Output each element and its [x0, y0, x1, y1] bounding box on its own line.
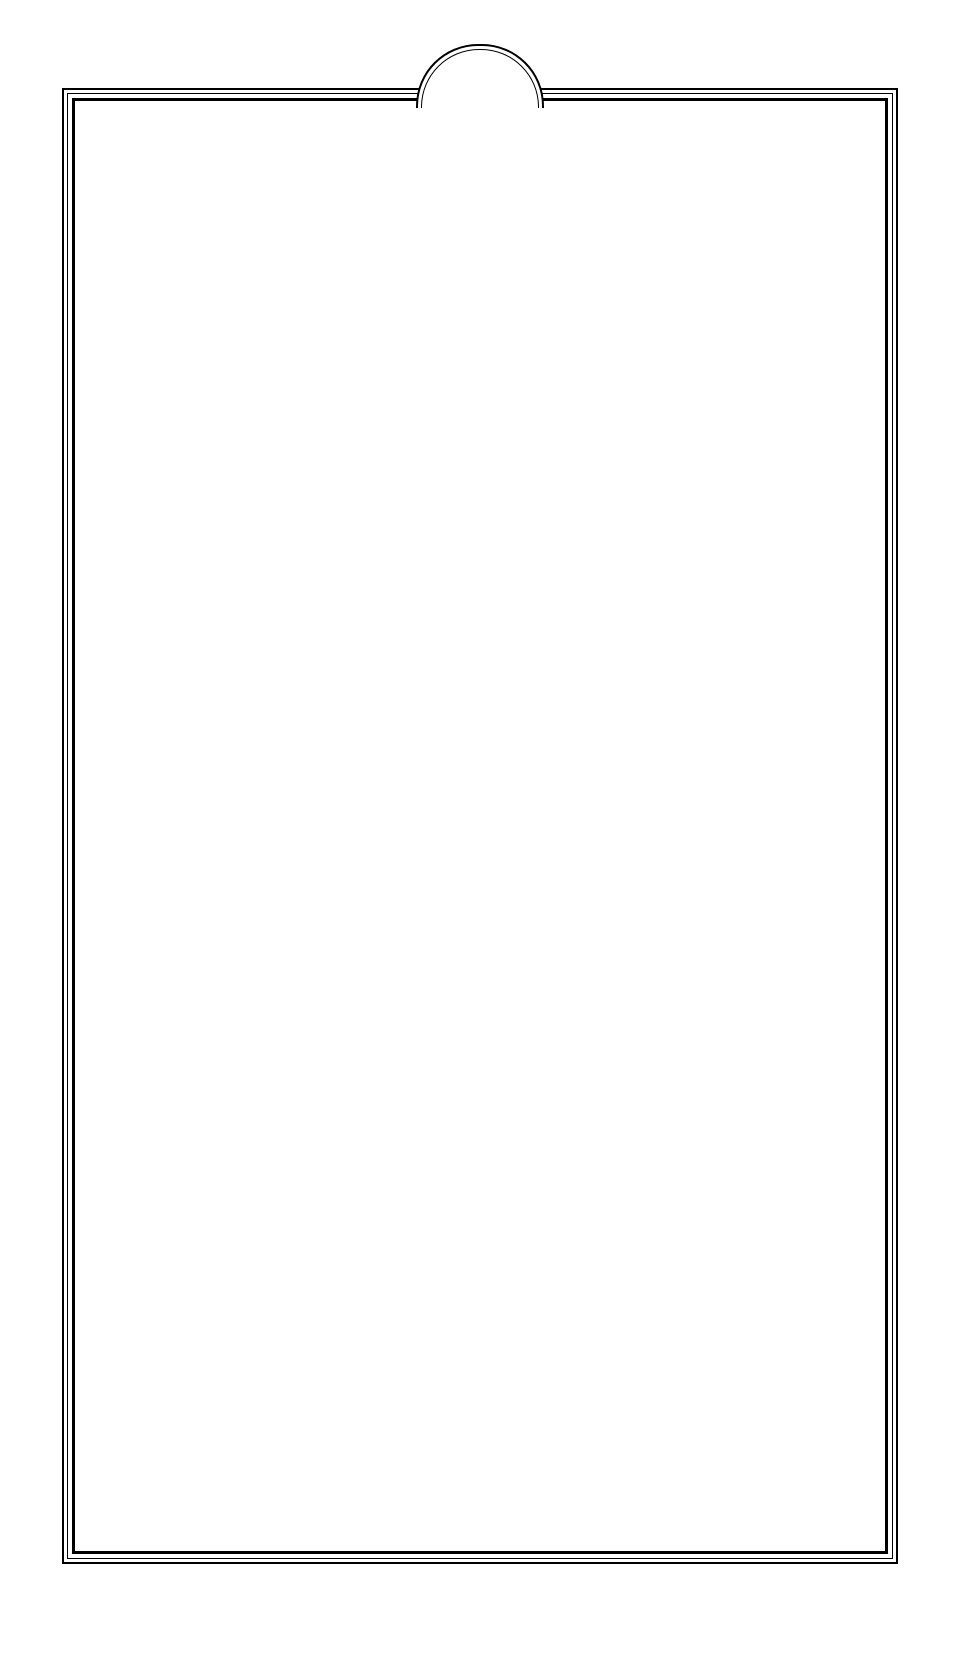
page-number-cartouche — [416, 44, 544, 108]
page-text — [86, 116, 874, 1550]
